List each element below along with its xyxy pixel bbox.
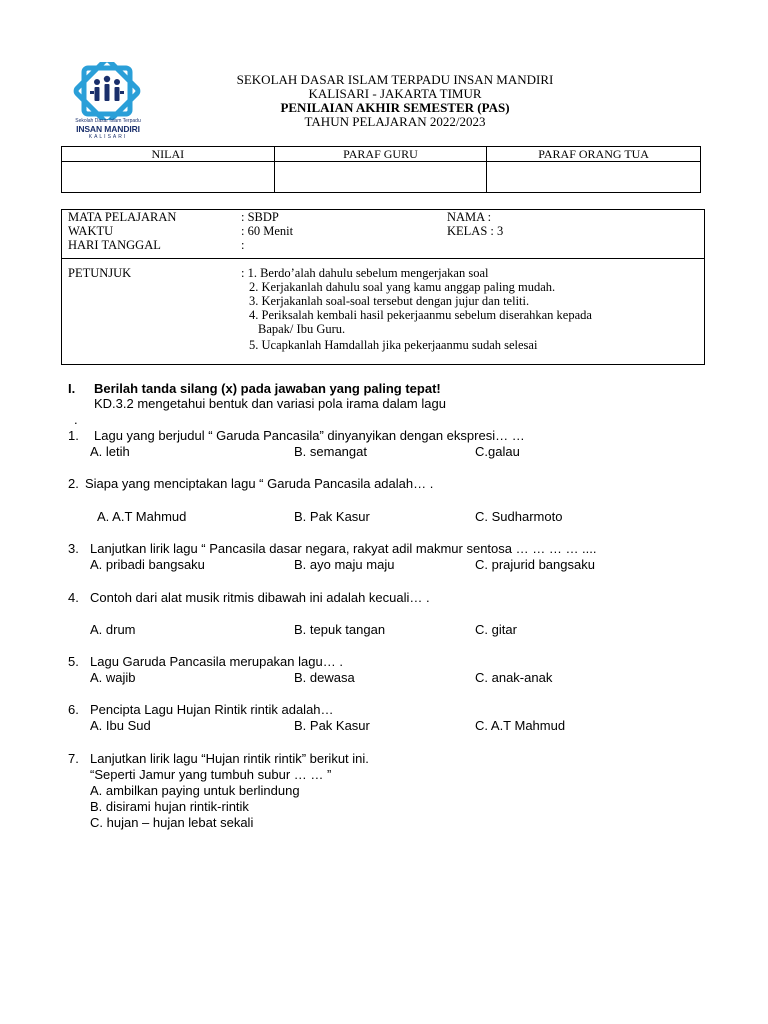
header-paraf-orang-tua: PARAF ORANG TUA <box>487 147 701 162</box>
question-3-option-b[interactable]: B. ayo maju maju <box>294 557 395 572</box>
section-kd: KD.3.2 mengetahui bentuk dan variasi pola irama dalam lagu <box>94 396 446 411</box>
question-1-number: 1. <box>68 428 79 443</box>
question-3-option-a[interactable]: A. pribadi bangsaku <box>90 557 205 572</box>
question-5-text: Lagu Garuda Pancasila merupakan lagu… . <box>90 654 343 669</box>
question-4-option-b[interactable]: B. tepuk tangan <box>294 622 386 637</box>
subject-label: MATA PELAJARAN <box>68 210 177 224</box>
question-7-option-b[interactable]: B. disirami hujan rintik-rintik <box>90 799 249 814</box>
subject-value: : SBDP <box>241 210 279 224</box>
name-label: NAMA : <box>447 210 492 224</box>
info-divider <box>61 258 705 259</box>
paraf-orang-tua-cell[interactable] <box>487 162 701 193</box>
logo-emblem-icon <box>66 62 150 120</box>
signature-table <box>61 146 701 193</box>
header-nilai: NILAI <box>62 147 275 162</box>
paraf-guru-cell[interactable] <box>274 162 487 193</box>
date-value: : <box>241 238 245 252</box>
question-4-text: Contoh dari alat musik ritmis dibawah ini adalah kecuali… . <box>90 590 430 605</box>
question-1-option-a[interactable]: A. letih <box>90 444 130 459</box>
section-number: I. <box>68 381 76 396</box>
instruction-2: 2. Kerjakanlah dahulu soal yang kamu anggap paling mudah. <box>249 280 556 294</box>
question-4-option-c[interactable]: C. gitar <box>475 622 517 637</box>
instruction-3: 3. Kerjakanlah soal-soal tersebut dengan jujur dan teliti. <box>249 294 530 308</box>
question-1-option-b[interactable]: B. semangat <box>294 444 367 459</box>
question-5-option-b[interactable]: B. dewasa <box>294 670 355 685</box>
question-2-option-b[interactable]: B. Pak Kasur <box>294 509 370 524</box>
question-5-number: 5. <box>68 654 79 669</box>
question-7-subtext: “Seperti Jamur yang tumbuh subur … … ” <box>90 767 332 782</box>
question-2-option-c[interactable]: C. Sudharmoto <box>475 509 563 524</box>
exam-title: PENILAIAN AKHIR SEMESTER (PAS) <box>280 100 510 115</box>
instruction-5: 5. Ucapkanlah Hamdallah jika pekerjaanmu sudah selesai <box>249 338 538 352</box>
question-7-number: 7. <box>68 751 79 766</box>
instruction-1: : 1. Berdo’alah dahulu sebelum mengerjakan soal <box>241 266 489 280</box>
question-1-text: Lagu yang berjudul “ Garuda Pancasila” dinyanyikan dengan ekspresi… … <box>94 428 525 443</box>
question-2-text: Siapa yang menciptakan lagu “ Garuda Pancasila adalah… . <box>85 476 434 491</box>
question-2-number: 2. <box>68 476 79 491</box>
time-label: WAKTU <box>68 224 114 238</box>
logo-caption-place: KALISARI <box>88 134 128 140</box>
section-dot: . <box>74 412 78 427</box>
question-4-number: 4. <box>68 590 79 605</box>
logo-caption-name: INSAN MANDIRI <box>76 124 140 134</box>
header-paraf-guru: PARAF GURU <box>274 147 487 162</box>
date-label: HARI TANGGAL <box>68 238 161 252</box>
question-6-text: Pencipta Lagu Hujan Rintik rintik adalah… <box>90 702 334 717</box>
question-3-number: 3. <box>68 541 79 556</box>
question-4-option-a[interactable]: A. drum <box>90 622 136 637</box>
logo-caption-small: Sekolah Dasar Islam Terpadu <box>75 118 141 124</box>
question-6-number: 6. <box>68 702 79 717</box>
question-6-option-b[interactable]: B. Pak Kasur <box>294 718 370 733</box>
question-3-option-c[interactable]: C. prajurid bangsaku <box>475 557 595 572</box>
school-name: SEKOLAH DASAR ISLAM TERPADU INSAN MANDIRI <box>236 72 554 87</box>
academic-year: TAHUN PELAJARAN 2022/2023 <box>304 114 486 129</box>
question-7-text: Lanjutkan lirik lagu “Hujan rintik rintik” berikut ini. <box>90 751 369 766</box>
question-7-option-c[interactable]: C. hujan – hujan lebat sekali <box>90 815 254 830</box>
logo-caption <box>66 118 150 140</box>
section-title: Berilah tanda silang (x) pada jawaban yang paling tepat! <box>94 381 441 396</box>
instruction-4-cont: Bapak/ Ibu Guru. <box>258 322 346 336</box>
class-label: KELAS : 3 <box>447 224 504 238</box>
nilai-cell[interactable] <box>62 162 275 193</box>
question-3-text: Lanjutkan lirik lagu “ Pancasila dasar negara, rakyat adil makmur sentosa … … … … .... <box>90 541 597 556</box>
question-1-option-c[interactable]: C.galau <box>475 444 520 459</box>
question-5-option-a[interactable]: A. wajib <box>90 670 136 685</box>
question-6-option-a[interactable]: A. Ibu Sud <box>90 718 151 733</box>
school-location: KALISARI - JAKARTA TIMUR <box>308 86 482 101</box>
question-7-option-a[interactable]: A. ambilkan paying untuk berlindung <box>90 783 300 798</box>
instruction-4: 4. Periksalah kembali hasil pekerjaanmu sebelum diserahkan kepada <box>249 308 592 322</box>
question-6-option-c[interactable]: C. A.T Mahmud <box>475 718 566 733</box>
instructions-label: PETUNJUK <box>68 266 132 280</box>
question-2-option-a[interactable]: A. A.T Mahmud <box>97 509 187 524</box>
time-value: : 60 Menit <box>241 224 294 238</box>
question-5-option-c[interactable]: C. anak-anak <box>475 670 553 685</box>
